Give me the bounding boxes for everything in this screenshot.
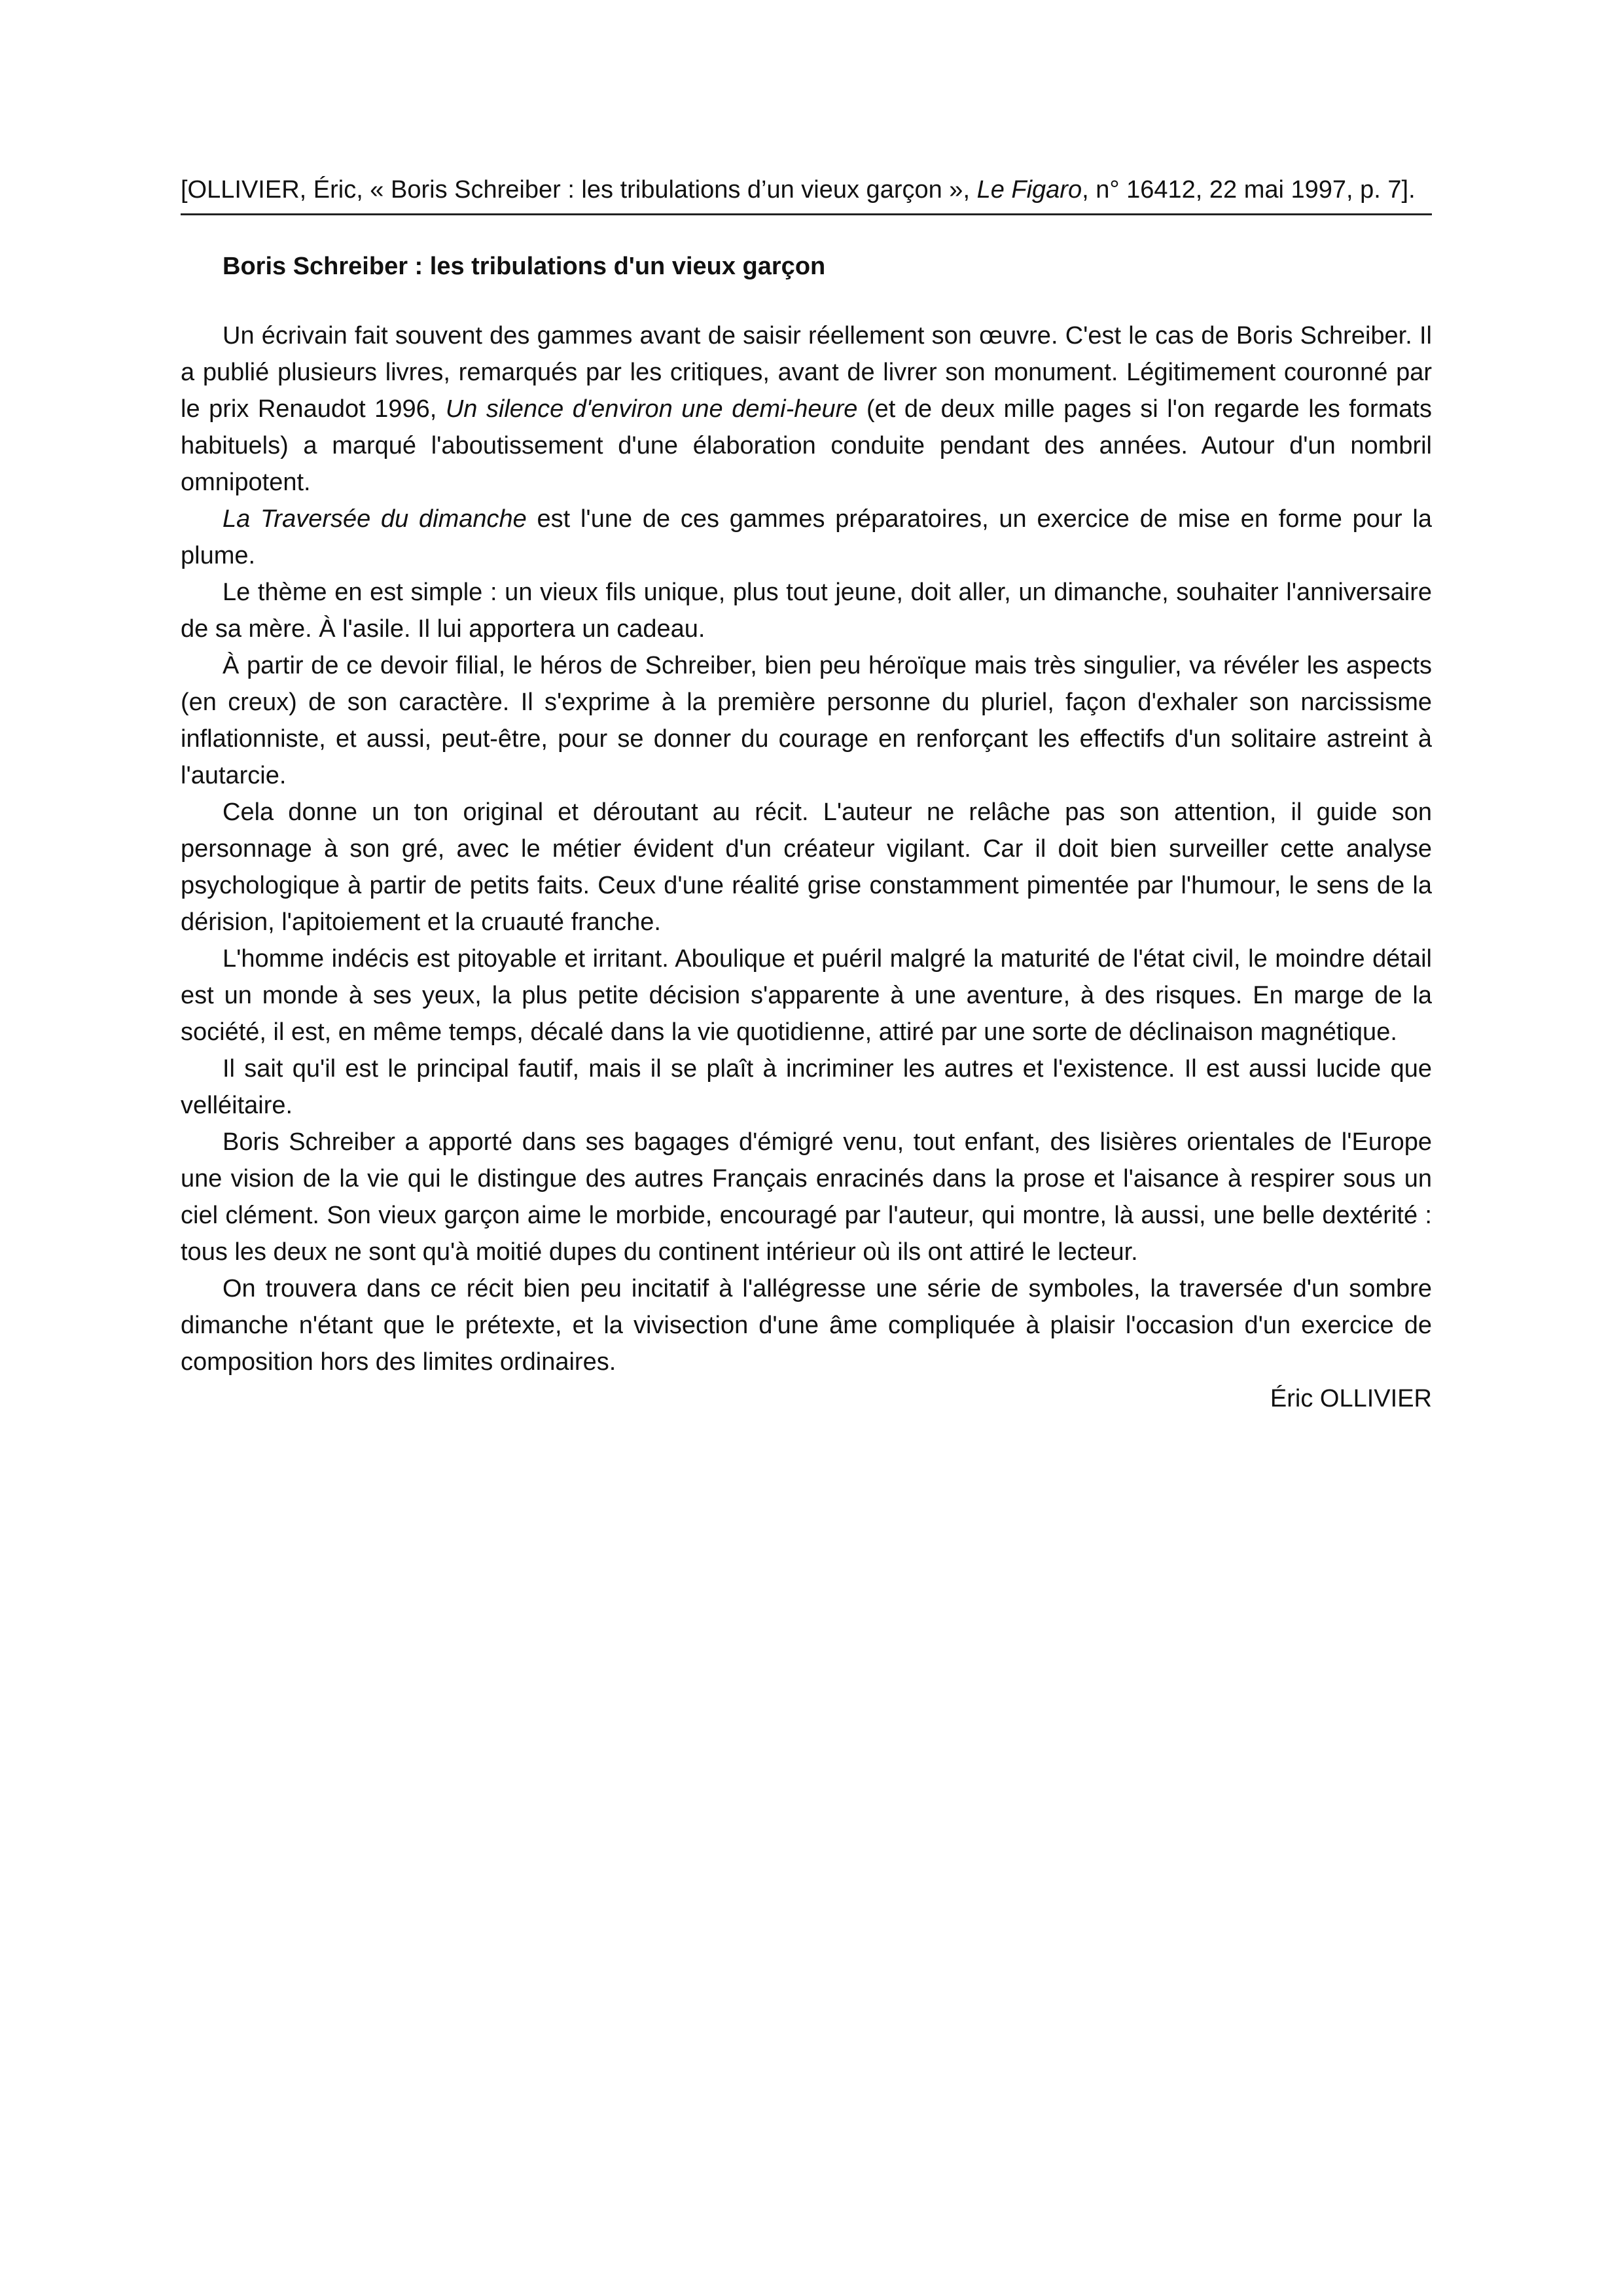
paragraph-1-text-a: Un écrivain fait souvent des gammes avant de saisir réellement son œuvre. C'est le cas de Boris Schreiber. Il a publié plusieurs livres, remarqués par les critiques, avant de livrer son monument. Légitimement couronné par le prix Renaudot 1996, — [181, 322, 1432, 423]
paragraph-8: Boris Schreiber a apporté dans ses bagages d'émigré venu, tout enfant, des lisières orientales de l'Europe une vision de la vie qui le distingue des autres Français enracinés dans la prose et l'aisance à respirer sous un ciel clément. Son vieux garçon aime le morbide, encouragé par l'auteur, qui montre, là aussi, une belle dextérité : tous les deux ne sont qu'à moitié dupes du continent intérieur où ils ont attiré le lecteur. — [181, 1128, 1432, 1266]
paragraph-2-text: est l'une de ces gammes préparatoires, un exercice de mise en forme pour la plume. — [181, 505, 1432, 569]
paragraph-2 — [181, 501, 1432, 574]
book-title-traversee: La Traversée du dimanche — [223, 505, 527, 533]
paragraph-5: Cela donne un ton original et déroutant au récit. L'auteur ne relâche pas son attention, il guide son personnage à son gré, avec le métier évident d'un créateur vigilant. Car il doit bien surveiller cette analyse psychologique à partir de petits faits. Ceux d'une réalité grise constamment pimentée par l'humour, le sens de la dérision, l'apitoiement et la cruauté franche. — [181, 798, 1432, 936]
book-title-silence: Un silence d'environ une demi-heure — [445, 395, 858, 423]
article-body — [181, 317, 1432, 1417]
document-page — [181, 171, 1432, 1417]
paragraph-1-text-b: (et de deux mille pages si l'on regarde les formats habituels) a marqué l'aboutissement d'une élaboration conduite pendant des années. Autour d'un nombril omnipotent. — [181, 395, 1432, 496]
citation-prefix: [OLLIVIER, Éric, « Boris Schreiber : les tribulations d’un vieux garçon », — [181, 176, 977, 204]
paragraph-4: À partir de ce devoir filial, le héros de Schreiber, bien peu héroïque mais très singulier, va révéler les aspects (en creux) de son caractère. Il s'exprime à la première personne du pluriel, façon d'exhaler son narcissisme inflationniste, et aussi, peut-être, pour se donner du courage en renforçant les effectifs d'un solitaire astreint à l'autarcie. — [181, 652, 1432, 789]
citation — [181, 171, 1432, 208]
article-title: Boris Schreiber : les tribulations d'un vieux garçon — [223, 253, 826, 280]
paragraph-7: Il sait qu'il est le principal fautif, mais il se plaît à incriminer les autres et l'existence. Il est aussi lucide que velléitaire. — [181, 1055, 1432, 1119]
citation-suffix: , n° 16412, 22 mai 1997, p. 7]. — [1082, 176, 1416, 204]
author-signature: Éric OLLIVIER — [1270, 1385, 1432, 1412]
paragraph-6: L'homme indécis est pitoyable et irritant. Aboulique et puéril malgré la maturité de l'état civil, le moindre détail est un monde à ses yeux, la plus petite décision s'apparente à une aventure, à des risques. En marge de la société, il est, en même temps, décalé dans la vie quotidienne, attiré par une sorte de déclinaison magnétique. — [181, 945, 1432, 1046]
paragraph-9: On trouvera dans ce récit bien peu incitatif à l'allégresse une série de symboles, la traversée d'un sombre dimanche n'étant que le prétexte, et la vivisection d'une âme compliquée à plaisir l'occasion d'un exercice de composition hors des limites ordinaires. — [181, 1275, 1432, 1376]
paragraph-1 — [181, 317, 1432, 501]
citation-journal: Le Figaro — [976, 176, 1082, 204]
header-rule — [181, 213, 1432, 215]
paragraph-3: Le thème en est simple : un vieux fils unique, plus tout jeune, doit aller, un dimanche, souhaiter l'anniversaire de sa mère. À l'asile. Il lui apportera un cadeau. — [181, 579, 1432, 643]
